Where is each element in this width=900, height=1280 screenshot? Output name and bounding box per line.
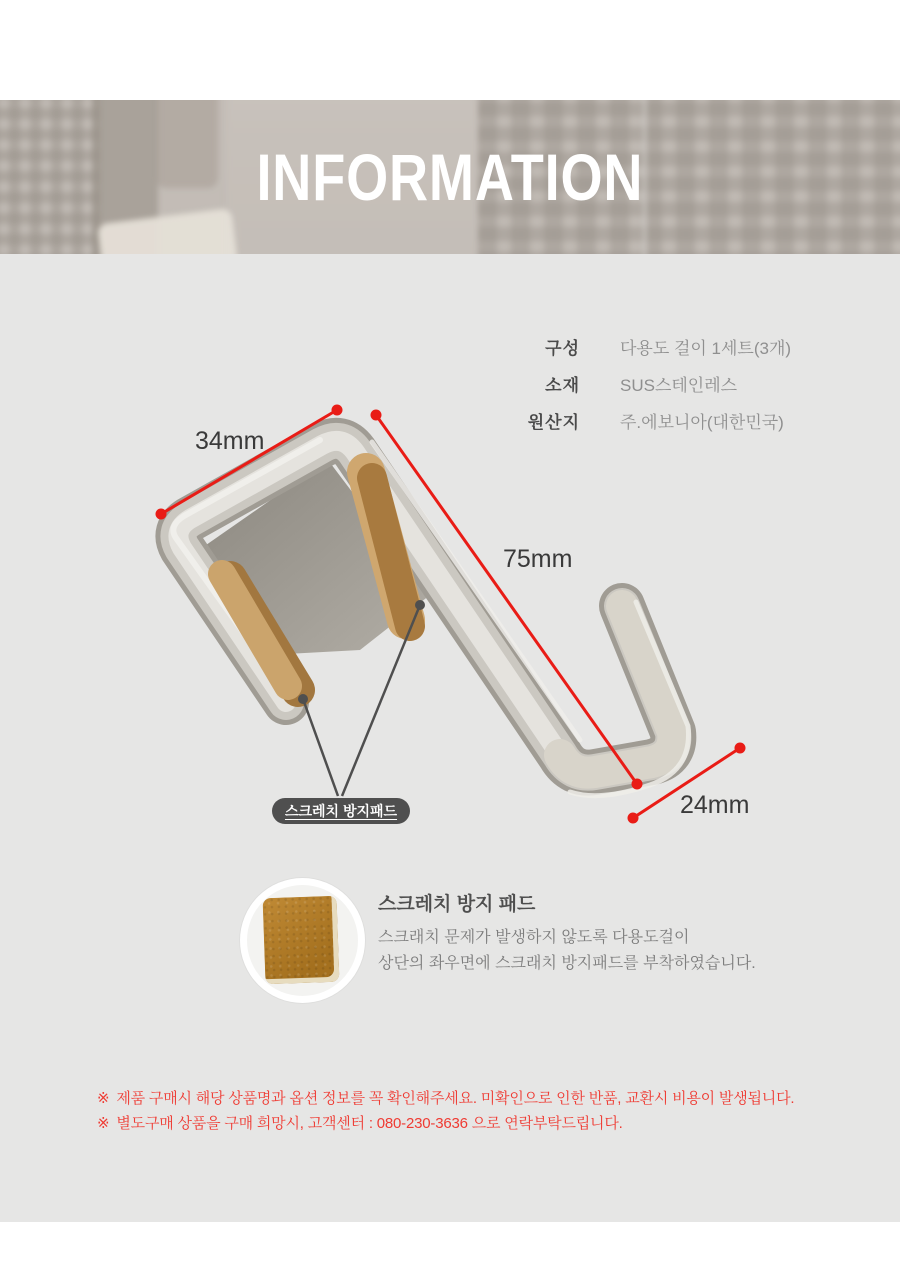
callout-dot-left [298, 694, 308, 704]
dimension-label-75mm: 75mm [503, 545, 573, 573]
spec-label: 구성 [545, 339, 580, 358]
pad-section-description [378, 925, 756, 977]
reference-mark: ※ [97, 1090, 110, 1107]
callout-dot-right [415, 600, 425, 610]
felt-pad-image [263, 896, 340, 985]
header-title-row [0, 100, 900, 254]
pad-photo-circle [240, 878, 365, 1003]
notice-text: 별도구매 상품을 구매 희망시, 고객센터 : 080-230-3636 으로 연락부탁드립니다. [116, 1115, 623, 1132]
hook-product-photo [120, 390, 800, 850]
callout-pill [272, 798, 410, 824]
notice-line-2 [97, 1111, 794, 1136]
notice-text: 제품 구매시 해당 상품명과 옵션 정보를 꼭 확인해주세요. 미확인으로 인한 반품, 교환시 비용이 발생됩니다. [116, 1090, 795, 1107]
pad-photo-background [247, 885, 358, 996]
callout-line-left [303, 699, 338, 796]
pad-description-line-2: 상단의 좌우면에 스크래치 방지패드를 부착하였습니다. [378, 955, 756, 972]
header-band [0, 100, 900, 256]
pad-section-heading: 스크레치 방지 패드 [378, 894, 536, 915]
dimension-label-34mm: 34mm [195, 427, 265, 455]
reference-mark: ※ [97, 1115, 110, 1132]
spec-value: 다용도 걸이 1세트(3개) [620, 339, 792, 358]
spec-label: 소재 [545, 376, 580, 395]
purchase-notices [97, 1086, 794, 1136]
spec-value: SUS스테인레스 [620, 376, 738, 395]
spec-label: 원산지 [527, 413, 580, 432]
dimension-label-24mm: 24mm [680, 791, 750, 819]
spec-row-composition [430, 337, 830, 360]
callout-label: 스크레치 방지패드 [284, 803, 398, 819]
notice-line-1 [97, 1086, 794, 1111]
page-title: INFORMATION [256, 140, 644, 214]
spec-value: 주.에보니아(대한민국) [620, 413, 784, 432]
pad-description-line-1: 스크래치 문제가 발생하지 않도록 다용도걸이 [378, 929, 690, 946]
